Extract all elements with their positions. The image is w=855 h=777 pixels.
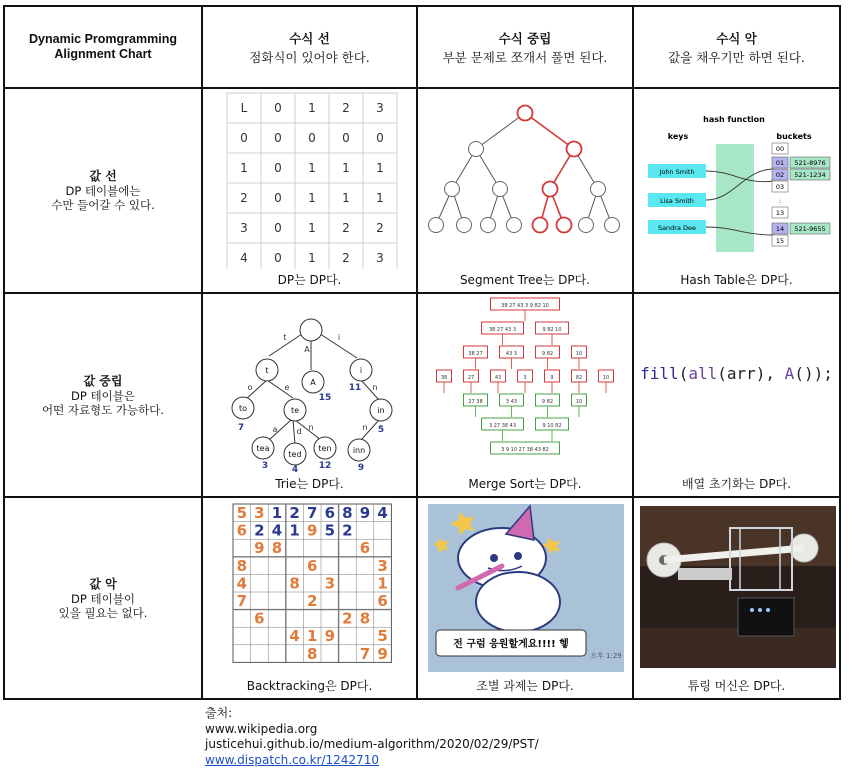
svg-text:7: 7 <box>237 423 245 433</box>
corner-title: Dynamic Promgramming Alignment Chart <box>29 32 177 61</box>
dp-cell-value: 1 <box>308 221 316 235</box>
sources <box>205 706 539 768</box>
caption-array-init: 배열 초기화는 DP다. <box>681 477 792 491</box>
sudoku-digit: 3 <box>324 574 336 593</box>
merge-sort-values: 9 82 <box>541 399 554 405</box>
column-header-2: 수식 중립 부분 문제로 쪼개서 풀면 된다. <box>442 30 608 65</box>
dp-cell-value: 1 <box>376 161 384 175</box>
dp-cell-value: L <box>240 101 248 115</box>
sudoku-digit: 6 <box>254 609 265 628</box>
sudoku-digit: 7 <box>306 504 318 522</box>
sudoku-digit: 2 <box>342 609 353 628</box>
merge-sort-values: 3 43 <box>505 399 518 405</box>
dp-cell-value: 1 <box>240 161 248 175</box>
dp-table-cell <box>203 89 416 292</box>
bucket-entry-value: 521-9655 <box>794 225 826 233</box>
svg-text:3: 3 <box>261 461 269 471</box>
sudoku-digit: 1 <box>377 574 388 593</box>
sudoku-digit: 5 <box>377 627 388 646</box>
svg-text:5: 5 <box>377 425 385 435</box>
merge-sort-values: 38 27 <box>468 351 483 357</box>
keys-label: keys <box>667 132 689 141</box>
svg-text:t: t <box>283 333 287 342</box>
sudoku-digit: 8 <box>289 574 300 593</box>
dp-cell-value: 0 <box>240 131 248 145</box>
merge-sort-values: 27 <box>467 375 475 381</box>
dp-cell-value: 0 <box>342 131 350 145</box>
segment-tree-node <box>481 218 496 233</box>
merge-sort-values: 9 82 10 <box>542 327 562 333</box>
caption-backtracking: Backtracking은 DP다. <box>246 679 373 693</box>
merge-sort-values: 3 <box>523 375 527 381</box>
dp-cell-value: 2 <box>342 101 350 115</box>
sudoku-digit: 2 <box>306 592 318 610</box>
sudoku-digit: 9 <box>306 521 318 540</box>
sudoku-digit: 8 <box>306 644 318 663</box>
segment-tree-node <box>533 218 548 233</box>
segment-tree-node <box>457 218 472 233</box>
svg-text:ten: ten <box>318 444 332 453</box>
segment-tree-node <box>567 142 582 157</box>
source-justicehui: justicehui.github.io/medium-algorithm/2020/02/29/PST/ <box>205 737 539 751</box>
sudoku-digit: 5 <box>236 504 248 522</box>
dp-cell-value: 0 <box>274 131 282 145</box>
dp-cell-value: 2 <box>376 221 384 235</box>
sudoku-digit: 6 <box>324 504 336 522</box>
merge-sort-cell <box>418 294 632 496</box>
sudoku-digit: 7 <box>236 592 248 610</box>
caption-turing-machine: 튜링 머신은 DP다. <box>687 679 786 693</box>
buckets-label: buckets <box>776 132 812 141</box>
alignment-chart-grid <box>3 5 841 700</box>
sources-label: 출처: <box>205 706 233 720</box>
sudoku-digit: 6 <box>359 539 371 558</box>
sudoku-digit: 2 <box>289 504 300 522</box>
bucket-ellipsis: : <box>778 197 782 205</box>
source-wikipedia: www.wikipedia.org <box>205 721 318 736</box>
dp-cell-value: 3 <box>240 221 248 235</box>
sudoku-digit: 9 <box>324 627 336 646</box>
dp-cell-value: 1 <box>342 191 350 205</box>
segment-tree-node <box>579 218 594 233</box>
sudoku-digit: 4 <box>289 627 300 646</box>
sudoku-digit: 1 <box>306 627 318 646</box>
svg-text:i: i <box>337 333 341 342</box>
sudoku-digit: 9 <box>377 644 388 663</box>
merge-sort-values: 38 <box>440 375 448 381</box>
sudoku-digit: 3 <box>377 556 388 575</box>
fill-code-cell <box>634 294 839 496</box>
segment-tree-node <box>507 218 522 233</box>
dp-cell-value: 1 <box>308 101 316 115</box>
svg-text:inn: inn <box>352 446 366 455</box>
merge-sort-values: 27 38 <box>468 399 483 405</box>
merge-sort-values: 10 <box>575 351 583 357</box>
svg-text:tea: tea <box>256 444 270 453</box>
merge-sort-values: 10 <box>602 375 610 381</box>
dp-cell-value: 0 <box>274 101 282 115</box>
merge-sort-values: 3 27 38 43 <box>488 423 517 429</box>
turing-machine-photo <box>634 498 839 678</box>
bucket-index-label: 03 <box>775 183 785 191</box>
dp-cell-value: 1 <box>308 161 316 175</box>
merge-sort-values: 38 27 43 3 <box>488 327 517 333</box>
dp-cell-value: 2 <box>342 251 350 265</box>
svg-text:i: i <box>359 366 363 375</box>
segment-tree-edge <box>476 113 525 149</box>
chat-message: 전 구럼 응원할게요!!!! 헿 <box>453 639 569 650</box>
svg-text:A: A <box>304 345 310 354</box>
bucket-index-label: 00 <box>775 145 785 153</box>
dp-cell-value: 0 <box>376 131 384 145</box>
fill-code: fill(all(arr), A()); <box>640 364 833 383</box>
sudoku-digit: 6 <box>306 556 318 575</box>
sudoku-digit: 9 <box>254 539 265 558</box>
svg-text:te: te <box>290 406 300 415</box>
column-header-3: 수식 악 값을 채우기만 하면 된다. <box>668 30 805 65</box>
sudoku-digit: 1 <box>289 521 300 540</box>
bucket-entry-value: 521-1234 <box>794 171 826 179</box>
svg-text:11: 11 <box>348 383 362 393</box>
dp-cell-value: 1 <box>308 191 316 205</box>
sudoku-digit: 3 <box>254 504 265 522</box>
svg-text:4: 4 <box>291 465 299 474</box>
svg-text:in: in <box>377 406 385 415</box>
caption-dp: DP는 DP다. <box>277 273 342 287</box>
segment-tree-node <box>591 182 606 197</box>
segment-tree-edge <box>525 113 574 149</box>
merge-sort-values: 82 <box>575 375 583 381</box>
dp-cell-value: 4 <box>240 251 248 265</box>
caption-hash-table: Hash Table은 DP다. <box>680 273 793 287</box>
merge-sort-values: 9 82 <box>541 351 554 357</box>
svg-text:d: d <box>296 427 302 436</box>
dp-cell-value: 0 <box>274 161 282 175</box>
row-header-3: 값 악 DP 테이블이 있을 필요는 없다. <box>58 576 148 620</box>
hash-table-image <box>634 89 839 269</box>
svg-text:a: a <box>272 425 278 434</box>
dp-cell-value: 0 <box>274 221 282 235</box>
svg-text:n: n <box>308 423 314 432</box>
hash-function-box <box>716 144 754 252</box>
merge-sort-values: 9 <box>550 375 554 381</box>
segment-tree-node <box>605 218 620 233</box>
segment-tree-node <box>518 106 533 121</box>
group-project-cell <box>418 498 632 698</box>
svg-text:o: o <box>247 383 253 392</box>
dp-cell-value: 3 <box>376 251 384 265</box>
svg-text:9: 9 <box>357 463 365 473</box>
svg-text:15: 15 <box>318 393 332 403</box>
svg-text:e: e <box>284 383 290 392</box>
merge-sort-values: 38 27 43 3 9 82 10 <box>501 303 549 309</box>
merge-sort-values: 10 <box>575 399 583 405</box>
trie-image <box>203 294 416 474</box>
svg-text:12: 12 <box>318 461 332 471</box>
dp-cell-value: 3 <box>376 101 384 115</box>
segment-tree-cell <box>418 89 632 292</box>
caption-merge-sort: Merge Sort는 DP다. <box>468 477 582 491</box>
dp-cell-value: 2 <box>240 191 248 205</box>
dp-cell-value: 1 <box>376 191 384 205</box>
caption-trie: Trie는 DP다. <box>275 477 344 491</box>
dp-cell-value: 2 <box>342 221 350 235</box>
dp-cell-value: 1 <box>308 251 316 265</box>
trie-cell <box>203 294 416 496</box>
hash-label: hash function <box>703 115 765 124</box>
sudoku-digit: 8 <box>359 609 371 628</box>
dp-cell-value: 0 <box>274 191 282 205</box>
sudoku-digit: 7 <box>359 644 371 663</box>
bucket-index-label: 15 <box>775 237 785 245</box>
sudoku-digit: 6 <box>236 521 248 540</box>
svg-text:A: A <box>310 378 316 387</box>
dp-cell-value: 0 <box>308 131 316 145</box>
sudoku-image <box>203 498 416 678</box>
chat-time: 오후 1:29 <box>590 652 622 660</box>
sudoku-digit: 4 <box>236 574 248 593</box>
merge-sort-values: 9 10 82 <box>542 423 562 429</box>
bucket-index-label: 14 <box>775 225 785 233</box>
svg-text:t: t <box>265 366 269 375</box>
dp-cell-value: 1 <box>342 161 350 175</box>
merge-sort-values: 43 3 <box>505 351 518 357</box>
hash-table-cell <box>634 89 839 292</box>
svg-text:n: n <box>372 383 378 392</box>
column-header-1: 수식 선 점화식이 있어야 한다. <box>249 30 370 65</box>
svg-text:Sandra Dee: Sandra Dee <box>657 224 697 232</box>
caption-segment-tree: Segment Tree는 DP다. <box>459 273 591 287</box>
svg-text:ted: ted <box>288 450 302 459</box>
segment-tree-node <box>429 218 444 233</box>
sudoku-digit: 8 <box>236 556 248 575</box>
bucket-index-label: 01 <box>775 159 785 167</box>
sudoku-digit: 1 <box>271 504 283 522</box>
sudoku-digit: 8 <box>342 504 353 522</box>
svg-text:to: to <box>238 404 248 413</box>
segment-tree-image <box>418 89 632 269</box>
source-dispatch-link[interactable]: www.dispatch.co.kr/1242710 <box>205 752 379 767</box>
row-header-2: 값 중립 DP 테이블은 어떤 자료형도 가능하다. <box>41 373 165 417</box>
svg-text:n: n <box>362 423 368 432</box>
sudoku-cell <box>203 498 416 698</box>
row-header-1: 값 선 DP 테이블에는 수만 들어갈 수 있다. <box>51 169 155 212</box>
merge-sort-values: 3 9 10 27 38 43 82 <box>501 447 549 453</box>
sudoku-digit: 4 <box>271 521 283 540</box>
segment-tree-node <box>493 182 508 197</box>
sudoku-digit: 2 <box>254 521 265 540</box>
segment-tree-node <box>445 182 460 197</box>
merge-sort-values: 43 <box>494 375 502 381</box>
turing-machine-cell <box>634 498 839 698</box>
svg-text:John Smith: John Smith <box>659 168 695 176</box>
bucket-index-label: 02 <box>775 171 785 179</box>
segment-tree-node <box>469 142 484 157</box>
sudoku-digit: 8 <box>271 539 283 558</box>
sudoku-digit: 2 <box>342 521 353 540</box>
sudoku-digit: 6 <box>377 592 388 610</box>
svg-text:Lisa Smith: Lisa Smith <box>660 197 694 205</box>
dp-cell-value: 0 <box>274 251 282 265</box>
chat-sticker-image <box>418 498 632 678</box>
bucket-entry-value: 521-8976 <box>794 159 826 167</box>
segment-tree-node <box>543 182 558 197</box>
caption-group-project: 조별 과제는 DP다. <box>476 679 574 693</box>
dp-table-image <box>203 89 416 269</box>
sudoku-digit: 4 <box>377 504 388 522</box>
merge-sort-image <box>418 294 632 474</box>
sudoku-digit: 9 <box>359 504 371 522</box>
bucket-index-label: 13 <box>775 209 785 217</box>
sudoku-digit: 5 <box>324 521 336 540</box>
segment-tree-node <box>557 218 572 233</box>
